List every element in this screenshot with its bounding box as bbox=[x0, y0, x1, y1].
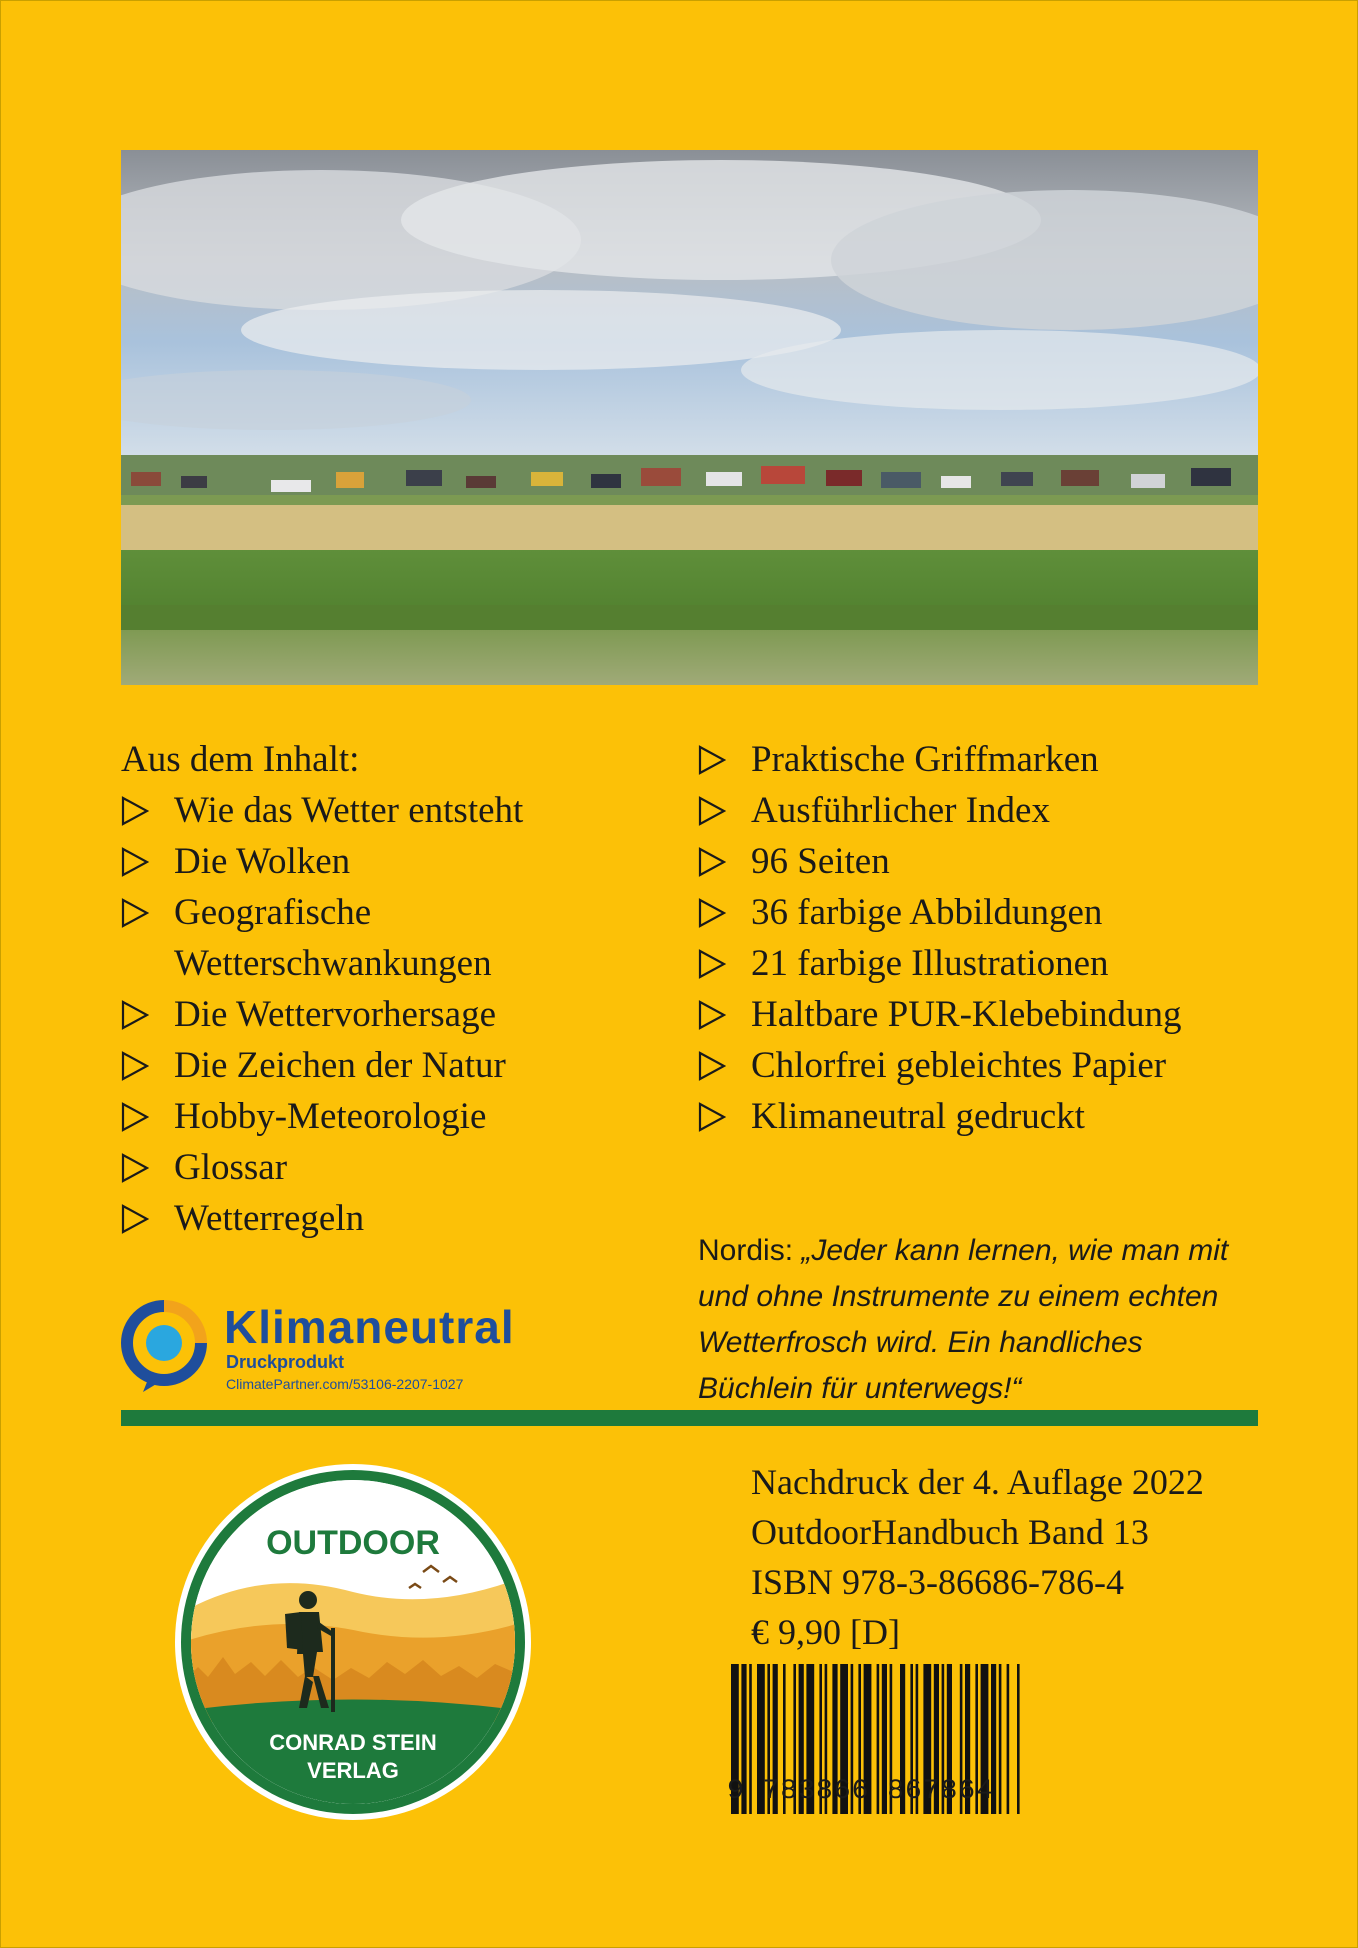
contents-list-left bbox=[121, 734, 681, 1244]
triangle-bullet-icon bbox=[121, 1040, 174, 1091]
barcode-digits: 9 783866 867864 bbox=[727, 1776, 995, 1807]
triangle-bullet-icon bbox=[698, 785, 751, 836]
triangle-bullet-icon bbox=[121, 1193, 174, 1244]
price-text: € 9,90 [D] bbox=[751, 1612, 900, 1652]
list-item bbox=[698, 938, 1258, 989]
badge-top-text: OUTDOOR bbox=[266, 1524, 440, 1562]
triangle-bullet-icon bbox=[698, 989, 751, 1040]
list-item-text: Wetterregeln bbox=[174, 1198, 365, 1239]
list-item-text: Die Wettervorhersage bbox=[174, 994, 496, 1035]
list-item-text: 96 Seiten bbox=[751, 841, 890, 882]
triangle-bullet-icon bbox=[121, 1142, 174, 1193]
klimaneutral-url: ClimatePartner.com/53106-2207-1027 bbox=[226, 1376, 464, 1392]
triangle-bullet-icon bbox=[698, 734, 751, 785]
isbn-text: ISBN 978-3-86686-786-4 bbox=[751, 1562, 1124, 1602]
edition-text: Nachdruck der 4. Auflage 2022 bbox=[751, 1462, 1204, 1502]
list-item bbox=[698, 989, 1258, 1040]
triangle-bullet-icon bbox=[698, 1091, 751, 1142]
list-item bbox=[121, 836, 681, 887]
list-item-text: Die Wolken bbox=[174, 841, 351, 882]
list-item bbox=[698, 734, 1258, 785]
list-item bbox=[121, 785, 681, 836]
list-item-text: Glossar bbox=[174, 1147, 288, 1188]
list-item-text: Die Zeichen der Natur bbox=[174, 1045, 506, 1086]
review-quote bbox=[698, 1228, 1258, 1412]
triangle-bullet-icon bbox=[698, 938, 751, 989]
triangle-bullet-icon bbox=[698, 887, 751, 938]
list-item bbox=[698, 785, 1258, 836]
series-text: OutdoorHandbuch Band 13 bbox=[751, 1512, 1149, 1552]
climate-partner-icon bbox=[121, 1300, 207, 1396]
list-item bbox=[698, 887, 1258, 938]
list-item bbox=[121, 1040, 681, 1091]
quote-text: „Jeder kann lernen, wie man mit und ohne Instrumente zu einem echten Wetterfrosch wird. Ein handliches Büchlein für unterwegs!“ bbox=[698, 1234, 1229, 1405]
list-item-text: Geografische Wetterschwankungen bbox=[174, 892, 492, 984]
triangle-bullet-icon bbox=[121, 887, 174, 938]
quote-source: Nordis: bbox=[698, 1234, 802, 1267]
outdoor-publisher-badge bbox=[173, 1462, 533, 1822]
triangle-bullet-icon bbox=[121, 1091, 174, 1142]
list-item-text: Wie das Wetter entsteht bbox=[174, 790, 524, 831]
green-divider bbox=[121, 1410, 1258, 1426]
list-item bbox=[121, 1142, 681, 1193]
list-item-text: Praktische Griffmarken bbox=[751, 739, 1099, 780]
klimaneutral-subtitle: Druckprodukt bbox=[226, 1352, 345, 1372]
list-item-text: 36 farbige Abbildungen bbox=[751, 892, 1103, 933]
contents-list-right bbox=[698, 734, 1258, 1142]
list-item bbox=[121, 887, 681, 989]
list-item-text: Chlorfrei gebleichtes Papier bbox=[751, 1045, 1167, 1086]
list-item bbox=[698, 836, 1258, 887]
list-item bbox=[121, 1193, 681, 1244]
klimaneutral-title: Klimaneutral bbox=[224, 1301, 515, 1353]
triangle-bullet-icon bbox=[121, 836, 174, 887]
list-item bbox=[698, 1091, 1258, 1142]
list-item-text: Hobby-Meteorologie bbox=[174, 1096, 487, 1137]
publication-info bbox=[751, 1457, 1251, 1657]
list-item-text: Ausführlicher Index bbox=[751, 790, 1050, 831]
triangle-bullet-icon bbox=[121, 785, 174, 836]
list-item-text: 21 farbige Illustrationen bbox=[751, 943, 1109, 984]
triangle-bullet-icon bbox=[698, 1040, 751, 1091]
list-item-text: Haltbare PUR-Klebebindung bbox=[751, 994, 1182, 1035]
contents-heading: Aus dem Inhalt: bbox=[121, 739, 360, 780]
list-item bbox=[121, 1091, 681, 1142]
list-item bbox=[698, 1040, 1258, 1091]
badge-bottom-line1: CONRAD STEIN bbox=[269, 1730, 437, 1755]
list-item-text: Klimaneutral gedruckt bbox=[751, 1096, 1085, 1137]
triangle-bullet-icon bbox=[698, 836, 751, 887]
list-item bbox=[121, 989, 681, 1040]
cover-photo bbox=[121, 150, 1258, 685]
triangle-bullet-icon bbox=[121, 989, 174, 1040]
badge-bottom-line2: VERLAG bbox=[307, 1758, 399, 1783]
klimaneutral-logo bbox=[121, 1300, 591, 1400]
